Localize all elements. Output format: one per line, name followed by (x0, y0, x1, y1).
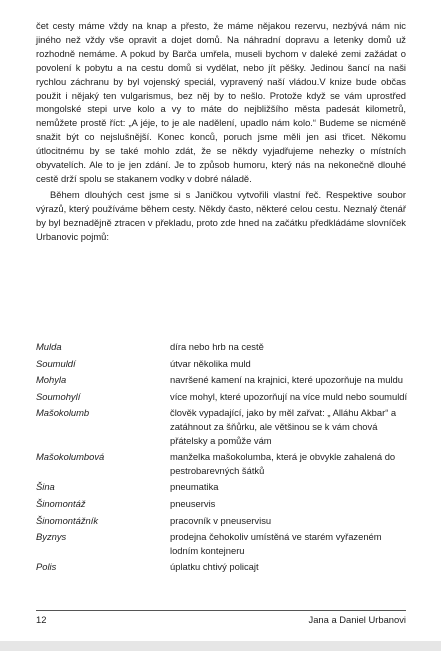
glossary (36, 340, 408, 577)
glossary-row (36, 530, 408, 557)
glossary-definition: útvar několika muld (170, 357, 251, 369)
glossary-definition: pneumatika (170, 481, 219, 493)
running-footer-authors: Jana a Daniel Urbanovi (308, 614, 406, 625)
footer-divider (36, 610, 406, 611)
glossary-row (36, 497, 408, 511)
glossary-term: Polis (36, 561, 57, 573)
glossary-term: Soumuldí (36, 357, 76, 369)
page-edge (0, 641, 441, 651)
glossary-definition: pneuservis (170, 497, 216, 509)
glossary-definition: díra nebo hrb na cestě (170, 341, 264, 352)
body-text (36, 19, 406, 244)
paragraph: čet cesty máme vždy na knap a přesto, že máme nějakou rezervu, nezbývá nám nic jiného než vždy vše opravit a dojet domů. Na náhradní dopravu a letenky domů už rozhodně nemáme. A pokud by Barča umřela, museli bychom v daleké zemi zažádat o povolení k pobytu a na cestu domů si vydělat, nebo jít pěšky. Jedinou šancí na naši rychlou záchranu by byl vojenský speciál, vypravený naší vládou.V knize bude občas použit i nějaký ten vulgarismus, bez něj by to nešlo. Protože když se vám uprostřed mongolské stepi urve kolo a vy to máte do nejbližšího města padesát kilometrů, nemůžete prostě říct: „A jéje, to je ale nadělení, upadlo nám kolo.“ Budeme se nicméně snažit být co nejslušnější. Konec konců, poruch jsme měli jen asi třicet. Někomu útlocitnému by se také mohlo zdát, že se někdy vyjadřujeme nehezky o místních obyvatelích. Ale to je jen zdání. Je to způsob humoru, který nás na nekonečně dlouhé cestě drží spolu se stakanem vodky v dobré náladě. (36, 20, 406, 184)
glossary-definition: navršené kamení na krajnici, které upozorňuje na muldu (170, 374, 403, 386)
glossary-term: Mašokolumbová (36, 451, 105, 463)
paragraph: Během dlouhých cest jsme si s Janičkou vytvořili vlastní řeč. Respektive soubor výrazů, který používáme během cesty. Někdy často, některé celou cestu. Neznalý čtenář by byl beznadějně ztracen v překladu, proto zde hned na začátku předkládáme slovníček Urbanovic pojmů: (36, 188, 406, 242)
glossary-row (36, 560, 408, 574)
glossary-row (36, 450, 408, 477)
glossary-row (36, 357, 408, 371)
glossary-term: Šina (36, 481, 55, 493)
glossary-row (36, 373, 408, 387)
glossary-term: Mašokolumb (36, 407, 90, 419)
glossary-definition: úplatku chtivý policajt (170, 561, 259, 573)
glossary-definition: prodejna čehokoliv umístěná ve starém vyřazeném lodním kontejneru (170, 531, 382, 556)
glossary-row (36, 390, 408, 404)
glossary-term: Šinomontáž (36, 497, 86, 509)
glossary-definition: člověk vypadající, jako by měl zařvat: „ Alláhu Akbar“ a zatáhnout za šňůrku, ale většinou se k vám chová přátelsky a pomůže vám (170, 407, 397, 446)
glossary-term: Šinomontážník (36, 514, 99, 526)
glossary-row (36, 514, 408, 528)
glossary-term: Mulda (36, 341, 62, 352)
glossary-term: Soumohylí (36, 390, 81, 402)
glossary-definition: pracovník v pneuservisu (170, 514, 272, 526)
glossary-row (36, 406, 408, 447)
glossary-row (36, 340, 408, 354)
glossary-definition: více mohyl, které upozorňují na více muld nebo soumuldí (170, 390, 408, 402)
glossary-term: Byznys (36, 531, 67, 543)
page-footer (36, 614, 406, 625)
page-number: 12 (36, 614, 47, 625)
glossary-row (36, 480, 408, 494)
glossary-definition: manželka mašokolumba, která je obvykle zahalená do pestrobarevných šátků (170, 451, 396, 476)
glossary-term: Mohyla (36, 374, 67, 386)
